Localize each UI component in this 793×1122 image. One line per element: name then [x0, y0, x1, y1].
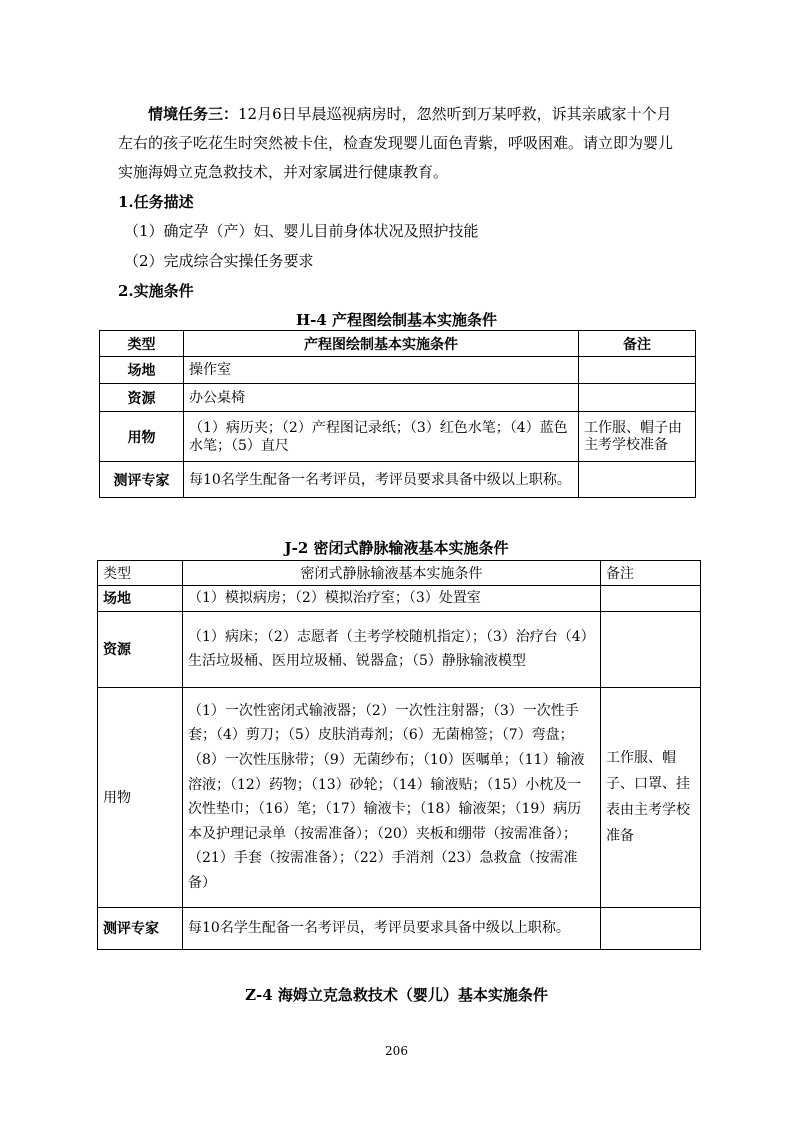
row-content: （1）病床；（2）志愿者（主考学校随机指定）；（3）治疗台（4）生活垃圾桶、医用垃圾桶、锐器盒；（5）静脉输液模型 — [183, 611, 601, 687]
table-1-caption: H-4 产程图绘制基本实施条件 — [295, 311, 498, 329]
table-3-caption: Z-4 海姆立克急救技术（婴儿）基本实施条件 — [245, 986, 548, 1004]
row-content: （1）一次性密闭式输液器；（2）一次性注射器；（3）一次性手套；（4）剪刀；（5）皮肤消毒剂；（6）无菌棉签；（7）弯盘；（8）一次性压脉带；（9）无菌纱布；（10）医嘱单；（11）输液溶液；（12）药物；（13）砂轮；（14）输液贴；（15）小枕及一次性垫巾；（16）笔；（17）输液卡；（18）输液架；（19）病历本及护理记录单（按需准备）；（20）夹板和绷带（按需准备）；（21）手套（按需准备）；（22）手消剂（23）急救盒（按需准备） — [183, 687, 601, 907]
task-item-1: （1）确定孕（产）妇、婴儿目前身体状况及照护技能 — [124, 222, 479, 240]
table-row — [100, 462, 696, 498]
intro-text: 12月6日早晨巡视病房时，忽然听到万某呼救，诉其亲戚家十个月左右的孩子吃花生时突然被卡住，检查发现婴儿面色青紫，呼吸困难。请立即为婴儿实施海姆立克急救技术，并对家属进行健康教育。 — [118, 105, 674, 181]
task-item-2: （2）完成综合实操任务要求 — [124, 252, 314, 270]
row-note — [579, 384, 696, 412]
header-note: 备注 — [601, 561, 701, 586]
table-row — [98, 907, 701, 949]
header-note: 备注 — [579, 331, 696, 357]
row-content: 办公桌椅 — [184, 384, 579, 412]
row-type: 资源 — [98, 611, 183, 687]
table-header-row — [100, 331, 696, 357]
row-content: 操作室 — [184, 357, 579, 384]
row-note — [601, 586, 701, 612]
row-type: 用物 — [100, 412, 184, 462]
table-row — [100, 384, 696, 412]
table-row — [98, 687, 701, 907]
table-row — [98, 611, 701, 687]
row-content: 每10名学生配备一名考评员，考评员要求具备中级以上职称。 — [184, 462, 579, 498]
row-type: 场地 — [100, 357, 184, 384]
row-note — [579, 357, 696, 384]
table-row — [100, 357, 696, 384]
section-1-heading: 1.任务描述 — [118, 193, 194, 211]
table-row — [100, 412, 696, 462]
row-type: 用物 — [98, 687, 183, 907]
row-content: （1）病历夹；（2）产程图记录纸；（3）红色水笔；（4）蓝色水笔；（5）直尺 — [184, 412, 579, 462]
row-type: 场地 — [98, 586, 183, 612]
intro-lead: 情境任务三： — [148, 105, 239, 123]
table-2-caption: J-2 密闭式静脉输液基本实施条件 — [284, 539, 509, 557]
section-2-heading: 2.实施条件 — [118, 282, 194, 300]
table-2 — [97, 560, 701, 950]
page-number: 206 — [385, 1044, 408, 1058]
table-1 — [99, 330, 696, 498]
row-note: 工作服、帽子、口罩、挂表由主考学校准备 — [601, 687, 701, 907]
row-type: 测评专家 — [98, 907, 183, 949]
header-type: 类型 — [100, 331, 184, 357]
row-content: 每10名学生配备一名考评员，考评员要求具备中级以上职称。 — [183, 907, 601, 949]
row-type: 资源 — [100, 384, 184, 412]
table-row — [98, 586, 701, 612]
row-content: （1）模拟病房；（2）模拟治疗室；（3）处置室 — [183, 586, 601, 612]
row-note — [601, 611, 701, 687]
row-note: 工作服、帽子由主考学校准备 — [579, 412, 696, 462]
row-note — [601, 907, 701, 949]
header-type: 类型 — [98, 561, 183, 586]
header-conditions: 密闭式静脉输液基本实施条件 — [183, 561, 601, 586]
row-note — [579, 462, 696, 498]
header-conditions: 产程图绘制基本实施条件 — [184, 331, 579, 357]
table-header-row — [98, 561, 701, 586]
row-type: 测评专家 — [100, 462, 184, 498]
intro-paragraph — [118, 100, 680, 187]
